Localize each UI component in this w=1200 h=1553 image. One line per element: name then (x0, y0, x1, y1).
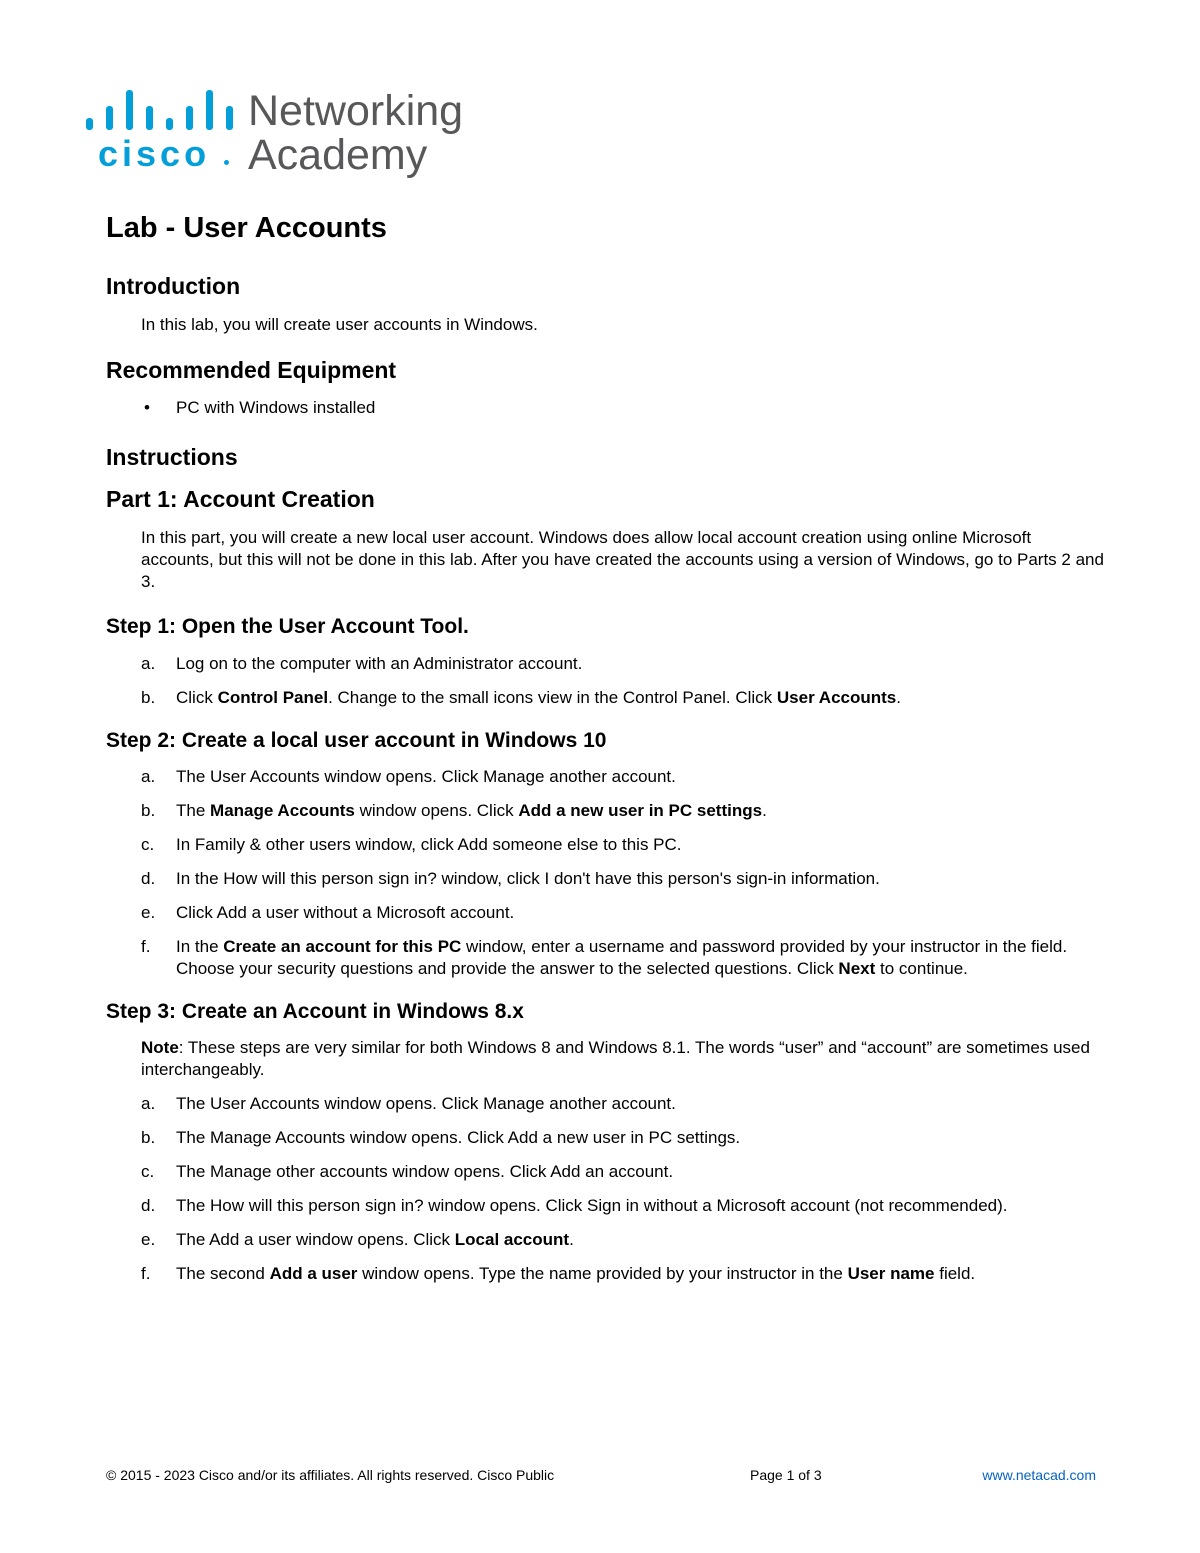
list-item: e. Click Add a user without a Microsoft account. (141, 902, 515, 922)
step3-heading: Step 3: Create an Account in Windows 8.x (106, 999, 524, 1023)
cisco-networking-academy-logo (84, 86, 484, 186)
bullet-icon: • (144, 398, 150, 418)
list-item: a. The User Accounts window opens. Click Manage another account. (141, 766, 676, 786)
footer-copyright: © 2015 - 2023 Cisco and/or its affiliates. All rights reserved. Cisco Public (106, 1467, 555, 1483)
list-item: a. The User Accounts window opens. Click Manage another account. (141, 1094, 676, 1114)
logo-academy: Academy (248, 131, 428, 179)
page-title: Lab - User Accounts (106, 212, 387, 244)
introduction-heading: Introduction (106, 272, 241, 299)
introduction-text: In this lab, you will create user accounts in Windows. (141, 314, 538, 334)
list-item: f. The second Add a user window opens. Type the name provided by your instructor in the User name field. (141, 1264, 976, 1284)
cisco-wordmark: cisco (98, 133, 211, 174)
document-body (106, 210, 1106, 1303)
step3-list (106, 1093, 1106, 1285)
step1-list (106, 653, 1106, 709)
list-item: e. The Add a user window opens. Click Local account. (141, 1230, 574, 1250)
page-footer (106, 1464, 1096, 1486)
list-item: b. Click Control Panel. Change to the small icons view in the Control Panel. Click User Accounts. (141, 687, 901, 707)
logo-networking: Networking (248, 87, 464, 135)
part1-heading: Part 1: Account Creation (106, 486, 375, 513)
step3-note: Note: These steps are very similar for both Windows 8 and Windows 8.1. The words “user” and “account” are sometimes used interchangeably. (141, 1038, 1090, 1080)
list-item: • PC with Windows installed (144, 398, 376, 418)
list-item: c. In Family & other users window, click Add someone else to this PC. (141, 834, 682, 854)
cisco-bars-icon (84, 90, 234, 130)
list-item: b. The Manage Accounts window opens. Click Add a new user in PC settings. (141, 1128, 741, 1148)
trademark-dot (224, 160, 229, 165)
list-item: a. Log on to the computer with an Administrator account. (141, 653, 583, 673)
step2-list (106, 766, 1106, 980)
list-item: c. The Manage other accounts window opens. Click Add an account. (141, 1162, 674, 1182)
footer-website-link[interactable]: www.netacad.com (982, 1467, 1096, 1483)
equipment-list (106, 397, 1106, 419)
equipment-heading: Recommended Equipment (106, 356, 397, 383)
step1-heading: Step 1: Open the User Account Tool. (106, 615, 469, 639)
instructions-heading: Instructions (106, 444, 238, 471)
footer-page-number: Page 1 of 3 (750, 1467, 822, 1483)
list-item: b. The Manage Accounts window opens. Click Add a new user in PC settings. (141, 800, 767, 820)
list-item: d. The How will this person sign in? window opens. Click Sign in without a Microsoft account (not recommended). (141, 1196, 1008, 1216)
step2-heading: Step 2: Create a local user account in Windows 10 (106, 728, 607, 752)
part1-text: In this part, you will create a new local user account. Windows does allow local account creation using online Microsoft accounts, but this will not be done in this lab. After you have created the accounts using a version of Windows, go to Parts 2 and 3. (141, 528, 1104, 592)
list-item: d. In the How will this person sign in? window, click I don't have this person's sign-in information. (141, 868, 880, 888)
list-item: f. In the Create an account for this PC window, enter a username and password provided by your instructor in the field. Choose your security questions and provide the answer to the selected questions. Click Next to continue. (141, 936, 1068, 978)
